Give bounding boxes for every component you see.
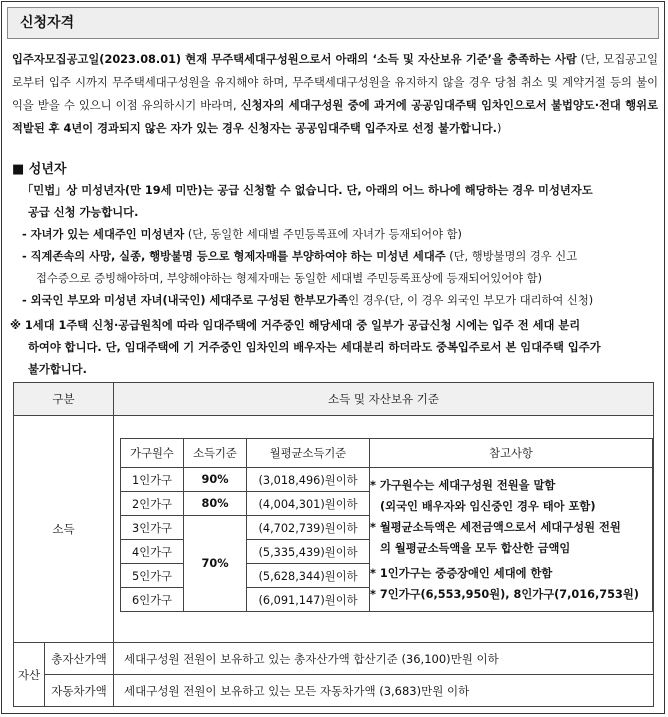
intro-paragraph xyxy=(12,48,658,140)
row-size: 2인가구 xyxy=(121,492,184,516)
minor-line-1: 「민법」상 미성년자(만 19세 미만)는 공급 신청할 수 없습니다. 단, 아래의 어느 하나에 해당하는 경우 미성년자도 xyxy=(22,184,593,197)
intro-main: 입주자모집공고일(2023.08.01) 현재 무주택세대구성원으로서 아래의 ‘소득 및 자산보유 기준’을 충족하는 사람 xyxy=(12,53,577,66)
income-label: 소득 xyxy=(14,416,114,643)
row-amount: (5,628,344)원이하 xyxy=(247,564,370,588)
minor-item-2 xyxy=(22,246,577,268)
note-4: * 7인가구(6,553,950원), 8인가구(7,016,753원) xyxy=(370,587,639,601)
intro-restriction: 신청자의 세대구성원 중에 과거에 공공임대주택 임차인으로서 불법양도·전대 행위로 적발된 후 4년이 경과되지 않은 자가 있는 경우 신청자는 공공임대주택 입주자로 선정 불가합니다. xyxy=(12,99,658,135)
row-amount: (5,335,439)원이하 xyxy=(247,540,370,564)
income-cell xyxy=(114,416,654,643)
notice-line-3: 불가합니다. xyxy=(28,363,87,376)
table-row xyxy=(121,468,653,492)
car-text: 세대구성원 전원이 보유하고 있는 모든 자동차가액 (3,683)만원 이하 xyxy=(114,675,654,707)
row-pct-merged: 70% xyxy=(184,516,247,612)
note-2a: * 월평균소득액은 세전금액으로서 세대구성원 전원 xyxy=(370,520,621,534)
minor-line-2: 공급 신청 가능합니다. xyxy=(28,206,139,219)
row-amount: (4,702,739)원이하 xyxy=(247,516,370,540)
header-category: 구분 xyxy=(14,383,114,416)
header-criteria: 소득 및 자산보유 기준 xyxy=(114,383,654,416)
minor-item-2-note: (단, 행방불명의 경우 신고 xyxy=(445,250,578,263)
car-label: 자동차가액 xyxy=(45,675,114,707)
note-1b: (외국인 배우자와 임신중인 경우 태아 포함) xyxy=(380,499,596,513)
row-amount: (4,004,301)원이하 xyxy=(247,492,370,516)
row-pct: 90% xyxy=(184,468,247,492)
notice-line-2: 하여야 합니다. 단, 임대주택에 기 거주중인 임차인의 배우자는 세대분리 하더라도 중복입주로서 본 임대주택 입주가 xyxy=(28,341,601,354)
asset-total-text: 세대구성원 전원이 보유하고 있는 총자산가액 합산기준 (36,100)만원 이하 xyxy=(114,643,654,675)
minor-heading: ■ 성년자 xyxy=(12,162,67,177)
criteria-table xyxy=(13,382,654,707)
asset-row-car xyxy=(14,675,654,707)
row-amount: (3,018,496)원이하 xyxy=(247,468,370,492)
row-size: 1인가구 xyxy=(121,468,184,492)
intro-close: ) xyxy=(496,122,502,135)
asset-row-total xyxy=(14,643,654,675)
row-size: 6인가구 xyxy=(121,588,184,612)
row-size: 4인가구 xyxy=(121,540,184,564)
income-table xyxy=(120,438,653,612)
intro-note: (단, 모집공고일로부터 입주 시까지 무주택세대구성원을 유지해야 하며, 무주택세대구성원을 유지하지 않을 경우 당첨 취소 및 계약거절 등의 불이익을 받을 수 있으니 이점 유의하시기 바라며, xyxy=(12,53,658,112)
minor-item-3 xyxy=(22,290,593,312)
note-2b: 의 월평균소득액을 모두 합산한 금액임 xyxy=(380,541,571,555)
minor-item-2-cont: 접수증으로 증빙해야하며, 부양해야하는 형제자매는 동일한 세대별 주민등록표상에 등재되어있어야 함) xyxy=(36,272,542,285)
row-size: 3인가구 xyxy=(121,516,184,540)
row-size: 5인가구 xyxy=(121,564,184,588)
notice-line-1: ※ 1세대 1주택 신청·공급원칙에 따라 임대주택에 거주중인 해당세대 중 일부가 공급신청 시에는 입주 전 세대 분리 xyxy=(10,319,581,332)
inner-header-notes: 참고사항 xyxy=(370,439,653,468)
minor-item-1-note: (단, 동일한 세대별 주민등록표에 자녀가 등재되어야 함) xyxy=(184,228,462,241)
inner-header-ratio: 소득기준 xyxy=(184,439,247,468)
row-pct: 80% xyxy=(184,492,247,516)
section-title: 신청자격 xyxy=(7,7,659,39)
asset-total-label: 총자산가액 xyxy=(45,643,114,675)
minor-item-2-bold: - 직계존속의 사망, 실종, 행방불명 등으로 형제자매를 부양하여야 하는 미성년 세대주 xyxy=(22,250,446,263)
minor-item-3-bold: - 외국인 부모와 미성년 자녀(내국인) 세대주로 구성된 한부모가족 xyxy=(22,294,349,307)
asset-label: 자산 xyxy=(14,643,45,707)
inner-header-size: 가구원수 xyxy=(121,439,184,468)
row-amount: (6,091,147)원이하 xyxy=(247,588,370,612)
minor-item-3-note: 인 경우(단, 이 경우 외국인 부모가 대리하여 신청) xyxy=(348,294,594,307)
minor-item-1-bold: - 자녀가 있는 세대주인 미성년자 xyxy=(22,228,185,241)
income-notes xyxy=(370,468,653,612)
note-1a: * 가구원수는 세대구성원 전원을 말함 xyxy=(370,478,556,492)
minor-item-1 xyxy=(22,224,462,246)
inner-header-monthly: 월평균소득기준 xyxy=(247,439,370,468)
note-3: * 1인가구는 중증장애인 세대에 한함 xyxy=(370,566,553,580)
